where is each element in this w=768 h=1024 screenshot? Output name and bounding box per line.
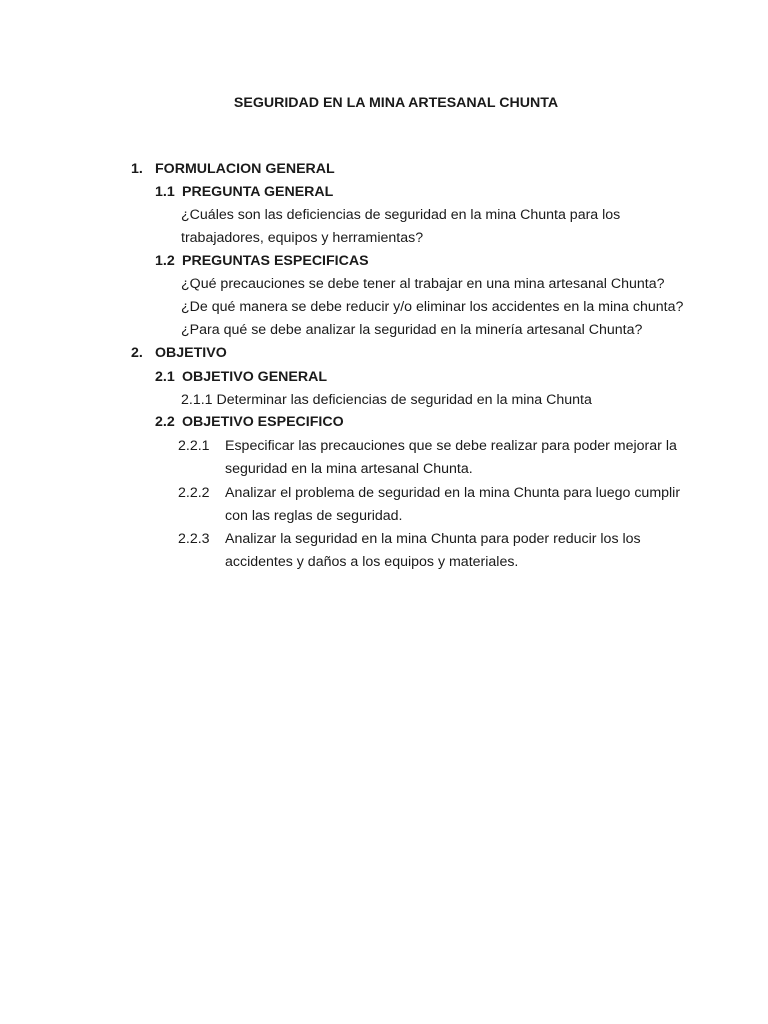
specific-question-2: ¿De qué manera se debe reducir y/o eliminar los accidentes en la mina chunta? [181, 299, 684, 315]
objective-item-line: con las reglas de seguridad. [225, 508, 403, 524]
section-2-heading: OBJETIVO [155, 345, 227, 361]
objective-item-line: seguridad en la mina artesanal Chunta. [225, 461, 473, 477]
objective-item-line: accidentes y daños a los equipos y materiales. [225, 554, 519, 570]
section-2-number: 2. [131, 345, 143, 361]
question-general-line-2: trabajadores, equipos y herramientas? [181, 230, 424, 246]
objective-item-line: Analizar la seguridad en la mina Chunta para poder reducir los los [225, 531, 641, 547]
subsection-1-1-number: 1.1 [155, 184, 175, 200]
section-1-heading: FORMULACION GENERAL [155, 161, 335, 177]
objective-item-line: Analizar el problema de seguridad en la mina Chunta para luego cumplir [225, 485, 681, 501]
subsection-1-2-number: 1.2 [155, 253, 175, 269]
objective-item-number: 2.2.2 [178, 485, 210, 501]
objective-item-number: 2.2.1 [178, 438, 210, 454]
subsection-2-1-heading: OBJETIVO GENERAL [182, 369, 328, 385]
general-objective-item: 2.1.1 Determinar las deficiencias de seguridad en la mina Chunta [181, 392, 592, 408]
subsection-2-2-number: 2.2 [155, 414, 175, 430]
subsection-2-2-heading: OBJETIVO ESPECIFICO [182, 414, 344, 430]
subsection-1-2-heading: PREGUNTAS ESPECIFICAS [182, 253, 369, 269]
question-general-line-1: ¿Cuáles son las deficiencias de seguridad en la mina Chunta para los [181, 207, 621, 223]
subsection-1-1-heading: PREGUNTA GENERAL [182, 184, 334, 200]
specific-question-1: ¿Qué precauciones se debe tener al trabajar en una mina artesanal Chunta? [181, 276, 665, 292]
document-title: SEGURIDAD EN LA MINA ARTESANAL CHUNTA [233, 95, 559, 111]
objective-item-number: 2.2.3 [178, 531, 210, 547]
objective-item-line: Especificar las precauciones que se debe realizar para poder mejorar la [225, 438, 677, 454]
specific-question-3: ¿Para qué se debe analizar la seguridad en la minería artesanal Chunta? [181, 322, 643, 338]
subsection-2-1-number: 2.1 [155, 369, 175, 385]
section-1-number: 1. [131, 161, 143, 177]
